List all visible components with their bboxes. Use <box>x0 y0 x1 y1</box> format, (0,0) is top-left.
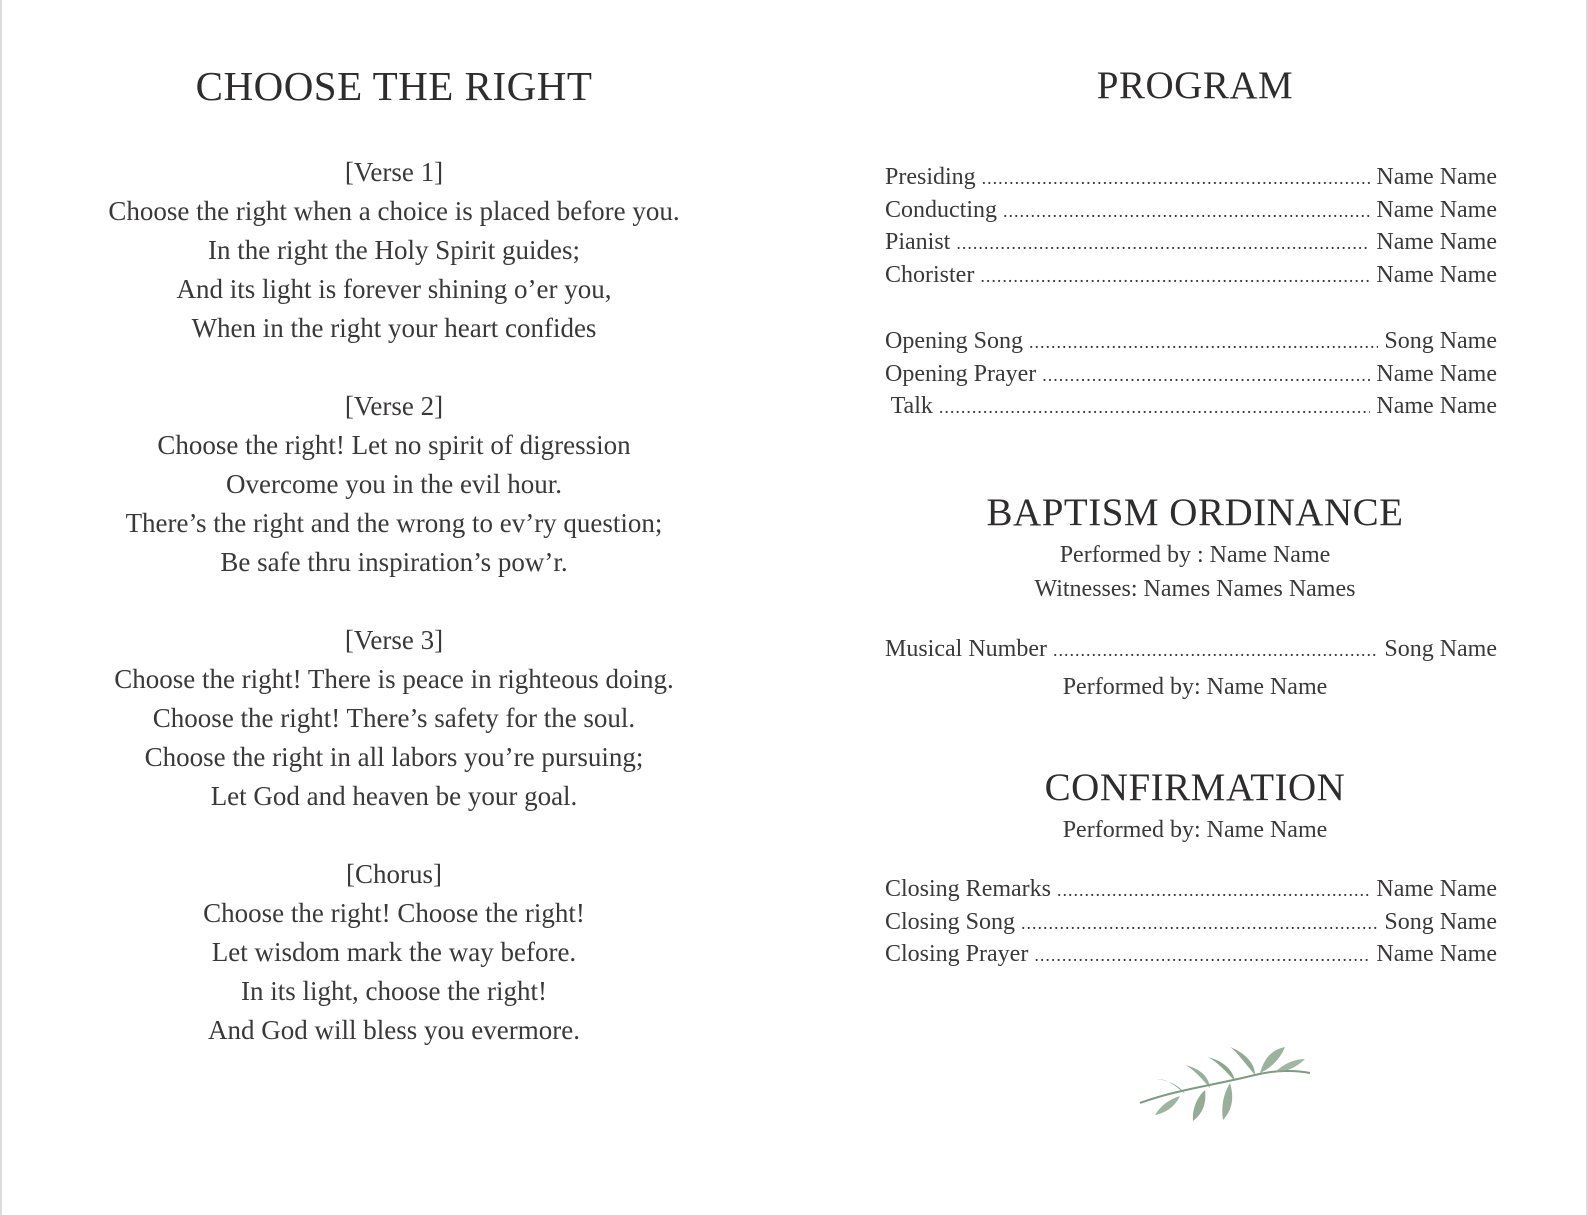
row-label: Closing Remarks <box>885 876 1051 902</box>
dot-leader <box>1042 365 1370 386</box>
verse-line: Choose the right when a choice is placed before you. <box>108 196 680 226</box>
verse-line: In the right the Holy Spirit guides; <box>208 235 580 265</box>
verse-heading: [Verse 3] <box>344 625 444 655</box>
dot-leader <box>1029 332 1378 353</box>
row-label: Presiding <box>885 164 976 190</box>
baptism-title: BAPTISM ORDINANCE <box>986 491 1404 534</box>
row-value: Song Name <box>1384 636 1497 662</box>
verse-line: Choose the right! There’s safety for the soul. <box>152 703 636 733</box>
row-label: Opening Song <box>885 328 1023 354</box>
verse-line: And its light is forever shining o’er you, <box>176 274 612 304</box>
verse-line: Let wisdom mark the way before. <box>211 937 577 967</box>
verse-heading: [Chorus] <box>346 859 442 889</box>
dot-leader <box>1021 913 1378 934</box>
program-row <box>885 262 1497 295</box>
program-row <box>885 229 1497 262</box>
row-value: Name Name <box>1376 262 1497 289</box>
row-label: Closing Prayer <box>885 941 1029 968</box>
verse-heading: [Verse 1] <box>344 157 444 187</box>
olive-branch-icon <box>1135 1045 1315 1125</box>
dot-leader <box>1003 201 1370 222</box>
row-label: Conducting <box>885 196 997 223</box>
closing-list <box>885 876 1497 974</box>
chorus <box>20 855 768 1050</box>
verse-line: Choose the right! There is peace in righteous doing. <box>114 664 674 694</box>
verse-heading: [Verse 2] <box>344 391 444 421</box>
verse-line: And God will bless you evermore. <box>208 1015 580 1045</box>
baptism-performed-by: Performed by : Name Name <box>1059 542 1331 568</box>
verse-line: When in the right your heart confides <box>191 313 597 343</box>
program-row <box>885 197 1497 230</box>
row-value: Name Name <box>1376 196 1497 223</box>
verse-2 <box>20 387 768 582</box>
verse-line: Let God and heaven be your goal. <box>210 781 578 811</box>
hymn-verses <box>20 153 768 1089</box>
row-value: Name Name <box>1376 876 1497 902</box>
row-label: Opening Prayer <box>885 360 1037 387</box>
confirmation-title: CONFIRMATION <box>1044 766 1346 809</box>
verse-line: There’s the right and the wrong to ev’ry question; <box>125 508 663 538</box>
verse-line: Choose the right in all labors you’re pursuing; <box>144 742 644 772</box>
page-edge-left <box>0 0 2 1215</box>
row-label: Closing Song <box>885 908 1016 935</box>
verse-line: Be safe thru inspiration’s pow’r. <box>220 547 568 577</box>
dot-leader <box>980 266 1370 287</box>
dot-leader <box>939 397 1371 418</box>
program-row <box>885 361 1497 394</box>
row-value: Name Name <box>1376 164 1497 190</box>
row-label: Musical Number <box>885 636 1047 662</box>
verse-line: Choose the right! Let no spirit of digression <box>157 430 631 460</box>
olive-branch-icon <box>1140 1047 1310 1121</box>
program-row <box>885 909 1497 942</box>
row-value: Song Name <box>1384 328 1497 354</box>
dot-leader <box>956 233 1370 254</box>
row-value: Name Name <box>1376 360 1497 387</box>
hymn-title: CHOOSE THE RIGHT <box>195 63 593 109</box>
row-label: Pianist <box>885 229 951 256</box>
program-row <box>885 636 1497 669</box>
leadership-list <box>885 164 1497 295</box>
row-label: Chorister <box>885 262 975 289</box>
dot-leader <box>1034 945 1370 966</box>
verse-1 <box>20 153 768 348</box>
musical-performed-by: Performed by: Name Name <box>1062 674 1328 700</box>
row-value: Name Name <box>1376 393 1497 420</box>
verse-line: In its light, choose the right! <box>241 976 547 1006</box>
verse-3 <box>20 621 768 816</box>
program-row <box>885 328 1497 361</box>
program-title: PROGRAM <box>1096 64 1294 107</box>
row-value: Song Name <box>1384 908 1497 935</box>
program-row <box>885 164 1497 197</box>
verse-line: Overcome you in the evil hour. <box>226 469 562 499</box>
dot-leader <box>982 168 1371 189</box>
dot-leader <box>1053 640 1378 661</box>
musical-number-list <box>885 636 1497 669</box>
verse-line: Choose the right! Choose the right! <box>203 898 585 928</box>
dot-leader <box>1057 880 1370 901</box>
program-row <box>885 941 1497 974</box>
program-row <box>885 393 1497 426</box>
baptism-witnesses: Witnesses: Names Names Names <box>1034 576 1356 602</box>
row-value: Name Name <box>1376 941 1497 968</box>
row-value: Name Name <box>1376 229 1497 256</box>
opening-list <box>885 328 1497 426</box>
row-label: Talk <box>885 393 933 420</box>
program-row <box>885 876 1497 909</box>
confirmation-performed-by: Performed by: Name Name <box>1062 817 1328 843</box>
